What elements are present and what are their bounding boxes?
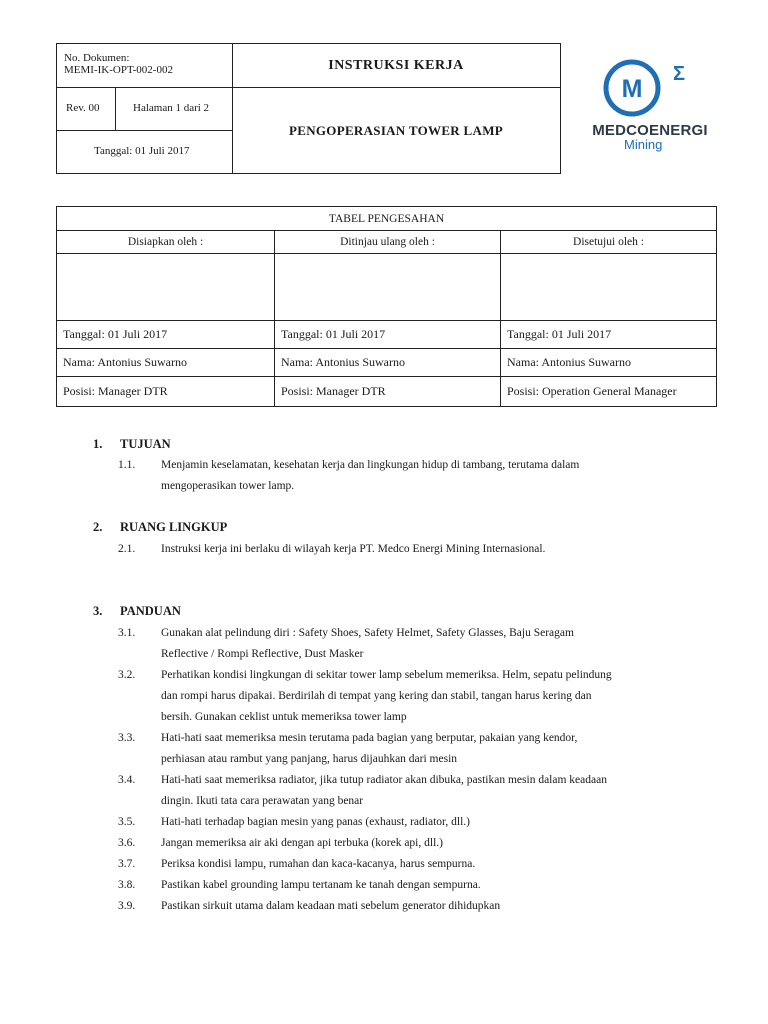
column-prepared-by: Disiapkan oleh :	[57, 231, 275, 254]
position-cell: Posisi: Operation General Manager	[501, 377, 717, 407]
item-number: 3.2.	[118, 669, 136, 681]
signature-cell	[501, 254, 717, 321]
name-cell: Nama: Antonius Suwarno	[275, 349, 501, 377]
logo-wordmark	[580, 122, 720, 152]
header-divider	[57, 87, 560, 88]
section-title: RUANG LINGKUP	[120, 520, 228, 534]
item-text: Reflective / Rompi Reflective, Dust Masker	[161, 648, 364, 660]
item-text: perhiasan atau rambut yang panjang, harus dijauhkan dari mesin	[161, 753, 458, 765]
item-text: Pastikan kabel grounding lampu tertanam ke tanah dengan sempurna.	[161, 879, 481, 891]
document-header	[56, 43, 561, 174]
document-title: INSTRUKSI KERJA	[328, 58, 464, 73]
item-text: Instruksi kerja ini berlaku di wilayah kerja PT. Medco Energi Mining Internasional.	[161, 543, 546, 555]
name-cell: Nama: Antonius Suwarno	[501, 349, 717, 377]
item-number: 3.7.	[118, 858, 136, 870]
date-cell: Tanggal: 01 Juli 2017	[275, 321, 501, 349]
item-number: 3.1.	[118, 627, 136, 639]
name-cell: Nama: Antonius Suwarno	[57, 349, 275, 377]
item-text: mengoperasikan tower lamp.	[161, 480, 295, 492]
approval-table-title: TABEL PENGESAHAN	[57, 207, 717, 231]
section-number: 3.	[93, 604, 103, 618]
item-number: 3.5.	[118, 816, 136, 828]
page-count: Halaman 1 dari 2	[133, 102, 210, 114]
item-text: dingin. Ikuti tata cara perawatan yang benar	[161, 795, 364, 807]
item-number: 3.3.	[118, 732, 136, 744]
item-text: Perhatikan kondisi lingkungan di sekitar tower lamp sebelum memeriksa. Helm, sepatu pelindung	[161, 669, 612, 681]
item-text: Periksa kondisi lampu, rumahan dan kaca-kacanya, harus sempurna.	[161, 858, 476, 870]
document-subtitle: PENGOPERASIAN TOWER LAMP	[288, 123, 504, 138]
item-text: Hati-hati terhadap bagian mesin yang panas (exhaust, radiator, dll.)	[161, 816, 470, 828]
item-text: bersih. Gunakan ceklist untuk memeriksa tower lamp	[161, 711, 407, 723]
revision: Rev. 00	[66, 102, 100, 114]
section-heading	[93, 604, 181, 619]
column-approved-by: Disetujui oleh :	[501, 231, 717, 254]
signature-cell	[57, 254, 275, 321]
item-number: 2.1.	[118, 543, 136, 555]
section-heading	[93, 437, 171, 452]
logo-mark: M	[621, 75, 643, 103]
position-cell: Posisi: Manager DTR	[275, 377, 501, 407]
item-number: 3.4.	[118, 774, 136, 786]
header-divider	[57, 130, 232, 131]
date-cell: Tanggal: 01 Juli 2017	[501, 321, 717, 349]
doc-date: Tanggal: 01 Juli 2017	[94, 145, 190, 157]
item-text: Gunakan alat pelindung diri : Safety Shoes, Safety Helmet, Safety Glasses, Baju Seragam	[161, 627, 574, 639]
item-text: Menjamin keselamatan, kesehatan kerja dan lingkungan hidup di tambang, terutama dalam	[161, 459, 580, 471]
item-number: 3.8.	[118, 879, 136, 891]
doc-number-label: No. Dokumen:	[64, 52, 130, 64]
section-number: 2.	[93, 520, 103, 534]
doc-number: MEMI-IK-OPT-002-002	[64, 64, 173, 76]
header-divider	[115, 87, 116, 130]
section-number: 1.	[93, 437, 103, 451]
item-text: Pastikan sirkuit utama dalam keadaan mati sebelum generator dihidupkan	[161, 900, 501, 912]
logo-subtitle: Mining	[624, 137, 663, 152]
item-number: 3.9.	[118, 900, 136, 912]
date-cell: Tanggal: 01 Juli 2017	[57, 321, 275, 349]
doc-number-block	[64, 52, 173, 76]
logo-name: MEDCOENERGI	[592, 122, 708, 139]
section-title: TUJUAN	[120, 437, 171, 451]
approval-table	[56, 206, 717, 407]
section-title: PANDUAN	[120, 604, 181, 618]
column-reviewed-by: Ditinjau ulang oleh :	[275, 231, 501, 254]
item-text: Hati-hati saat memeriksa radiator, jika tutup radiator akan dibuka, pastikan mesin dalam keadaan	[161, 774, 607, 786]
signature-cell	[275, 254, 501, 321]
logo-sigma: Σ	[672, 63, 686, 85]
item-number: 1.1.	[118, 459, 136, 471]
item-text: Jangan memeriksa air aki dengan api terbuka (korek api, dll.)	[161, 837, 443, 849]
item-text: dan rompi harus dipakai. Berdirilah di tempat yang kering dan stabil, tangan harus kering dan	[161, 690, 592, 702]
position-cell: Posisi: Manager DTR	[57, 377, 275, 407]
item-text: Hati-hati saat memeriksa mesin terutama pada bagian yang berputar, pakaian yang kendor,	[161, 732, 578, 744]
item-number: 3.6.	[118, 837, 136, 849]
section-heading	[93, 520, 227, 535]
